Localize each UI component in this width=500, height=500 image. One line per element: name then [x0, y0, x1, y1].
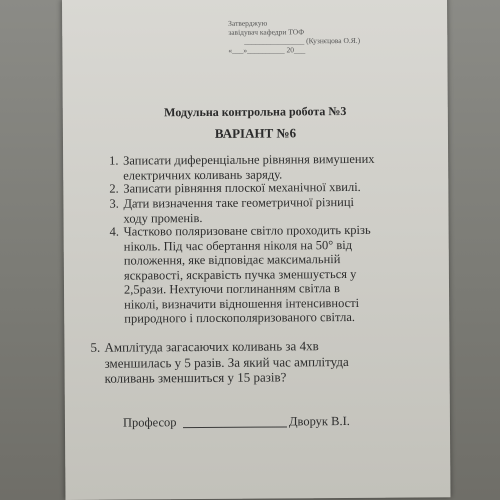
task-line: коливань зменшиться у 15 разів?: [104, 369, 287, 386]
task-line: Частково поляризоване світло проходить крізь: [123, 222, 371, 239]
task-line: Амплітуда загасаючих коливань за 4хв: [104, 338, 319, 355]
task-item: [109, 179, 393, 196]
approval-line: Затверджую: [228, 18, 268, 28]
task-item: [90, 338, 404, 387]
variant-heading: ВАРІАНТ №6: [214, 125, 297, 141]
signature-name: Дворук В.І.: [288, 414, 350, 429]
signature-role: Професор: [122, 415, 177, 430]
task-line: ніколі, визначити відношення інтенсивності: [124, 295, 360, 312]
task-line: Записати диференціальне рівняння вимушених: [123, 151, 375, 168]
task-line: положення, яке відповідає максимальній: [123, 252, 341, 268]
task-item: [109, 222, 409, 326]
task-line: яскравості, яскравість пучка зменшується у: [123, 266, 357, 283]
task-line: природного і плоскополяризованого світла.: [124, 309, 356, 326]
task-line: 2,5рази. Нехтуючи поглинанням світла в: [123, 281, 340, 297]
task-line: електричних коливань заряду.: [123, 166, 283, 183]
task-line: зменшилась у 5 разів. За який час амплітуда: [104, 353, 349, 371]
task-number: 2.: [109, 181, 119, 196]
task-line: Записати рівняння плоскої механічної хвилі.: [123, 179, 361, 196]
approval-line: «___»__________ 20___: [228, 45, 306, 55]
task-number: 1.: [109, 153, 119, 168]
task-line: ніколь. Під час обертання ніколя на 50° від: [123, 237, 353, 254]
document-title: Модульна контрольна робота №3: [164, 104, 347, 120]
task-number: 5.: [90, 339, 101, 355]
approval-line: завідувач кафедри ТОФ: [228, 27, 305, 37]
task-item: [109, 151, 393, 183]
signature-line: [183, 426, 287, 428]
approval-stamp: [228, 17, 428, 54]
task-number: 3.: [109, 196, 119, 211]
task-line: Дати визначення таке геометричної різниці: [123, 194, 355, 211]
task-line: ходу променів.: [123, 210, 203, 226]
approval-line: ________________ (Кузнєцова О.Я.): [244, 35, 361, 46]
task-number: 4.: [109, 224, 120, 239]
task-item: [109, 194, 393, 226]
paper-sheet: [62, 0, 450, 500]
